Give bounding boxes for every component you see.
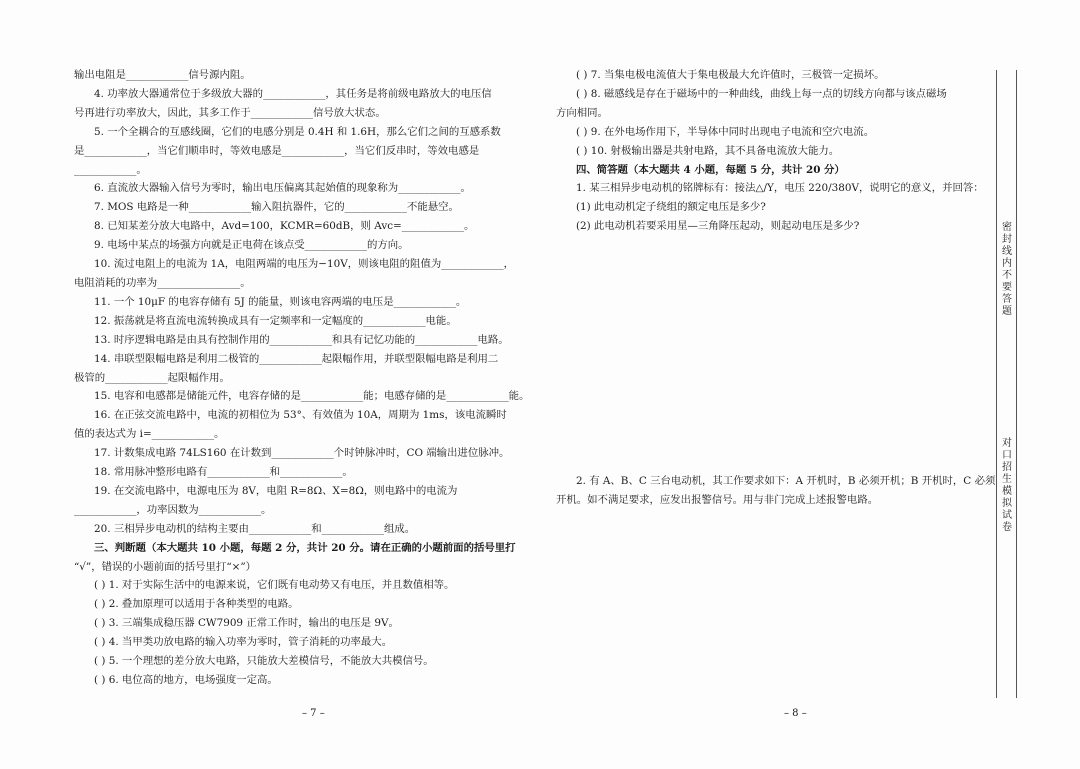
left-column-line: 值的表达式为 i=____________。 [74,428,225,441]
right-column-line: 开机。如不满足要求，应发出报警信号。用与非门完成上述报警电路。 [556,494,879,507]
page-number-left: – 7 – [302,708,325,719]
right-column-line: 2. 有 A、B、C 三台电动机，其工作要求如下：A 开机时，B 必须开机；B 开机时，C 必须 [576,475,996,488]
right-column-line: 1. 某三相异步电动机的铭牌标有：接法△/Y，电压 220/380V，说明它的意义，并回答： [576,182,984,195]
exam-title-vertical: 对口招生模拟试卷 [1002,438,1012,533]
left-column-line: ( ) 1. 对于实际生活中的电源来说，它们既有电动势又有电压，并且数值相等。 [94,579,455,592]
left-column-line: 11. 一个 10μF 的电容存储有 5J 的能量，则该电容两端的电压是____________。 [94,295,467,308]
right-column-line: 方向相同。 [556,106,608,119]
left-column-line: 19. 在交流电路中，电源电压为 8V，电阻 R=8Ω、X=8Ω，则电路中的电流为 [94,484,458,497]
left-column-line: 7. MOS 电路是一种____________输入阻抗器件，它的____________不能悬空。 [94,201,459,214]
left-column-line: ( ) 4. 当甲类功放电路的输入功率为零时，管子消耗的功率最大。 [94,636,393,649]
answer-space [556,236,984,472]
left-column-line: 15. 电容和电感都是储能元件，电容存储的是____________能；电感存储的是____________能。 [94,390,530,403]
right-column-line: ( ) 8. 磁感线是存在于磁场中的一种曲线，曲线上每一点的切线方向都与该点磁场 [576,87,947,100]
left-column-line: 4. 功率放大器通常位于多级放大器的____________，其任务是将前级电路放大的电压信 [94,87,492,100]
left-column-line: 16. 在正弦交流电路中，电流的初相位为 53°、有效值为 10A，周期为 1ms，该电流瞬时 [94,409,507,422]
right-column-line: ( ) 7. 当集电极电流值大于集电极最大允许值时，三极管一定损坏。 [576,69,885,81]
left-column-line: ( ) 3. 三端集成稳压器 CW7909 正常工作时，输出的电压是 9V。 [94,617,399,630]
left-column-line: ( ) 5. 一个理想的差分放大电路，只能放大差模信号，不能放大共模信号。 [94,655,434,668]
left-column-line: ____________，功率因数为____________。 [74,503,272,516]
left-column-line: 5. 一个全耦合的互感线圈，它们的电感分别是 0.4H 和 1.6H，那么它们之间的互感系数 [94,125,501,138]
left-column-line: 8. 已知某差分放大电路中，Avd=100，KCMR=60dB，则 Avc=____________。 [94,220,475,233]
left-column-line: 17. 计数集成电路 74LS160 在计数到____________个时钟脉冲时，CO 端输出进位脉冲。 [94,447,510,460]
left-column-line: 14. 串联型限幅电路是利用二极管的____________起限幅作用，并联型限幅电路是利用二 [94,352,499,365]
page-number-right: – 8 – [784,708,807,719]
left-column-line: 13. 时序逻辑电路是由具有控制作用的____________和具有记忆功能的____________电路。 [94,333,509,346]
left-column-line: ____________。 [74,163,147,176]
left-column-line: 9. 电场中某点的场强方向就是正电荷在该点受____________的方向。 [94,239,409,252]
left-column-line: 6. 直流放大器输入信号为零时，输出电压偏离其起始值的现象称为____________。 [94,182,471,195]
left-column-line: ( ) 2. 叠加原理可以适用于各种类型的电路。 [94,598,299,611]
seal-notice: 密封线内不要答题 [1002,222,1012,317]
seal-line-outer [1016,70,1017,698]
right-column-line: ( ) 10. 射极输出器是共射电路，其不具备电流放大能力。 [576,144,840,157]
right-column-bottom [556,472,996,510]
left-column-line: 是____________，当它们顺串时，等效电感是____________，当它们反串时，等效电感是 [74,144,480,157]
right-column-line: (2) 此电动机若要采用星—三角降压起动，则起动电压是多少? [576,220,860,233]
right-column [556,66,996,510]
left-column-line: 12. 振荡就是将直流电流转换成具有一定频率和一定幅度的____________电能。 [94,314,457,327]
right-column-top [556,66,984,236]
left-column-line: “√”，错误的小题前面的括号里打“×”） [74,560,257,573]
left-column-line: ( ) 6. 电位高的地方，电场强度一定高。 [94,674,278,686]
left-column-line: 电阻消耗的功率为________________。 [74,276,251,289]
left-column-line: 18. 常用脉冲整形电路有____________和____________。 [94,466,353,479]
left-column [74,66,530,690]
right-column-line: (1) 此电动机定子绕组的额定电压是多少? [576,201,766,214]
left-column-line: 10. 流过电阻上的电流为 1A，电阻两端的电压为−10V，则该电阻的阻值为____________， [94,258,514,271]
left-column-line: 20. 三相异步电动机的结构主要由____________和____________组成。 [94,522,416,535]
left-column-line: 输出电阻是____________信号源内阻。 [74,69,251,81]
right-column-line: ( ) 9. 在外电场作用下，半导体中同时出现电子电流和空穴电流。 [576,125,875,138]
left-column-line: 三、判断题（本大题共 10 小题，每题 2 分，共计 20 分。请在正确的小题前面的括号里打 [94,541,516,554]
seal-line-inner [996,70,997,698]
right-column-line: 四、简答题（本大题共 4 小题，每题 5 分，共计 20 分） [576,163,845,176]
left-column-line: 号再进行功率放大，因此，其多工作于____________信号放大状态。 [74,106,386,119]
left-column-line: 极管的____________起限幅作用。 [74,371,230,384]
